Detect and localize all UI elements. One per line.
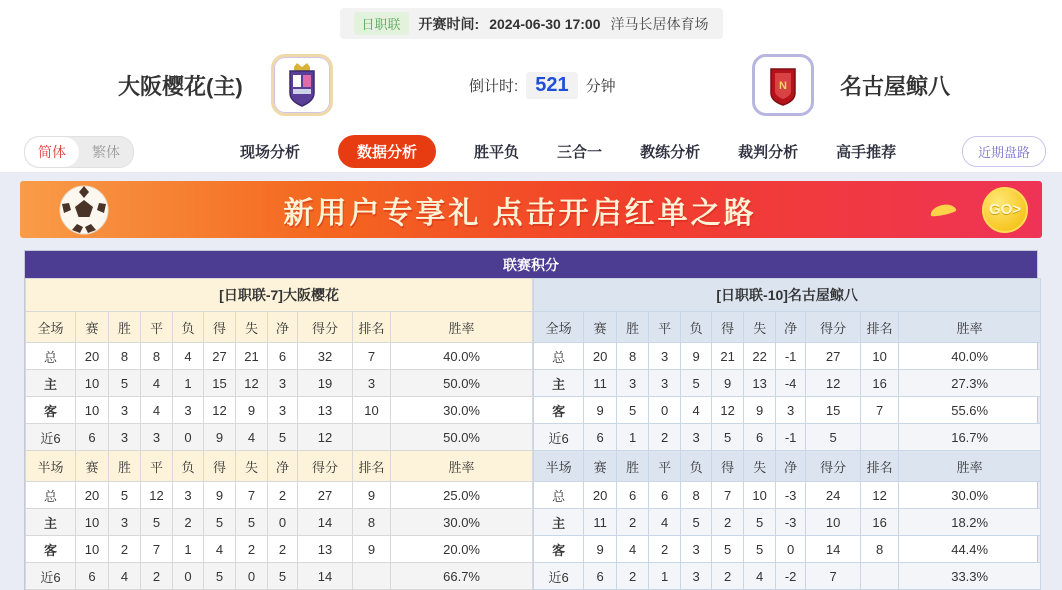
stat-cell: 6 xyxy=(268,343,298,370)
stat-cell: 7 xyxy=(861,397,899,424)
stat-cell: 3 xyxy=(681,424,712,451)
nav-tab-0[interactable]: 现场分析 xyxy=(240,144,301,161)
column-header: 净 xyxy=(776,451,806,482)
stat-cell: 4 xyxy=(141,397,173,424)
row-label: 客 xyxy=(26,397,76,424)
stat-cell: 9 xyxy=(744,397,776,424)
promo-banner[interactable] xyxy=(20,181,1042,238)
stat-cell: 7 xyxy=(141,536,173,563)
away-column-header-row xyxy=(534,451,1041,482)
lang-traditional-button[interactable]: 繁体 xyxy=(92,143,120,160)
stat-cell: 9 xyxy=(681,343,712,370)
stat-cell: 3 xyxy=(681,536,712,563)
language-toggle[interactable] xyxy=(24,136,134,168)
column-header: 赛 xyxy=(584,451,617,482)
stat-cell: 20 xyxy=(76,482,109,509)
stat-cell: 4 xyxy=(109,563,141,590)
stat-cell: 10 xyxy=(806,509,861,536)
stat-cell: 2 xyxy=(617,563,649,590)
stat-cell: 3 xyxy=(109,397,141,424)
table-title: 联赛积分 xyxy=(25,251,1037,278)
stat-cell: 21 xyxy=(236,343,268,370)
away-team-name: 名古屋鲸八 xyxy=(839,73,950,99)
stat-cell: 4 xyxy=(173,343,204,370)
stat-cell xyxy=(861,424,899,451)
stat-cell: 12 xyxy=(861,482,899,509)
stat-cell: 2 xyxy=(268,536,298,563)
away-stats-row-home xyxy=(534,509,1041,536)
stat-cell: 5 xyxy=(204,509,236,536)
stat-cell: 20 xyxy=(584,343,617,370)
stat-cell: 10 xyxy=(76,397,109,424)
stat-cell: 18.2% xyxy=(899,509,1041,536)
stat-cell: 20 xyxy=(76,343,109,370)
stat-cell: 6 xyxy=(76,563,109,590)
stat-cell: 9 xyxy=(204,482,236,509)
stat-cell: 2 xyxy=(712,563,744,590)
column-header: 得 xyxy=(712,312,744,343)
league-badge: 日职联 xyxy=(354,12,409,35)
column-header: 负 xyxy=(173,312,204,343)
stat-cell: 7 xyxy=(712,482,744,509)
home-column-header-row xyxy=(26,312,533,343)
stat-cell: 8 xyxy=(861,536,899,563)
stat-cell: 2 xyxy=(173,509,204,536)
home-stats-row-home xyxy=(26,509,533,536)
stat-cell xyxy=(353,563,391,590)
stat-cell: 22 xyxy=(744,343,776,370)
column-header: 负 xyxy=(173,451,204,482)
nav-tab-5[interactable]: 裁判分析 xyxy=(738,144,799,161)
column-header: 赛 xyxy=(584,312,617,343)
stat-cell: 27 xyxy=(806,343,861,370)
home-team-name: 大阪樱花(主) xyxy=(118,73,243,99)
away-table-title: [日职联-10]名古屋鲸八 xyxy=(534,279,1041,312)
stat-cell: 4 xyxy=(236,424,268,451)
stat-cell: 6 xyxy=(744,424,776,451)
match-info-bar xyxy=(0,0,1062,39)
column-header: 排名 xyxy=(353,451,391,482)
column-header: 胜率 xyxy=(391,312,533,343)
home-stats-row-recent xyxy=(26,424,533,451)
stat-cell: 0 xyxy=(173,563,204,590)
stat-cell: -3 xyxy=(776,509,806,536)
column-header: 胜 xyxy=(109,451,141,482)
stat-cell: 1 xyxy=(173,370,204,397)
stat-cell: 13 xyxy=(298,536,353,563)
stat-cell: 9 xyxy=(204,424,236,451)
svg-text:N: N xyxy=(779,80,787,92)
stat-cell: 8 xyxy=(109,343,141,370)
stat-cell: 27 xyxy=(298,482,353,509)
stat-cell: 14 xyxy=(298,563,353,590)
column-header: 胜率 xyxy=(391,451,533,482)
stat-cell: 32 xyxy=(298,343,353,370)
soccer-ball-icon xyxy=(58,184,110,236)
stat-cell: 4 xyxy=(649,509,681,536)
stat-cell: 3 xyxy=(268,370,298,397)
stat-cell: -1 xyxy=(776,424,806,451)
stat-cell: 0 xyxy=(649,397,681,424)
stat-cell: 27.3% xyxy=(899,370,1041,397)
row-label: 总 xyxy=(534,482,584,509)
stat-cell: 3 xyxy=(268,397,298,424)
stat-cell: 5 xyxy=(109,482,141,509)
nav-tab-4[interactable]: 教练分析 xyxy=(640,144,701,161)
column-header: 得 xyxy=(712,451,744,482)
stat-cell: 1 xyxy=(649,563,681,590)
home-stats-row-home xyxy=(26,370,533,397)
stat-cell: 4 xyxy=(617,536,649,563)
kickoff-time: 2024-06-30 17:00 xyxy=(489,15,601,32)
row-label: 主 xyxy=(26,509,76,536)
stat-cell: 2 xyxy=(141,563,173,590)
stat-cell: 0 xyxy=(776,536,806,563)
stat-cell: 6 xyxy=(76,424,109,451)
nav-tab-6[interactable]: 高手推荐 xyxy=(836,144,897,161)
column-header: 得分 xyxy=(806,312,861,343)
stat-cell: 1 xyxy=(617,424,649,451)
stat-cell: 30.0% xyxy=(899,482,1041,509)
team-header xyxy=(0,39,1062,131)
stat-cell: 3 xyxy=(776,397,806,424)
stat-cell: -4 xyxy=(776,370,806,397)
stat-cell: 13 xyxy=(744,370,776,397)
stat-cell: 24 xyxy=(806,482,861,509)
stat-cell: 2 xyxy=(268,482,298,509)
stat-cell: 9 xyxy=(584,536,617,563)
column-header: 得 xyxy=(204,312,236,343)
stat-cell: 3 xyxy=(141,424,173,451)
lang-simplified-button[interactable]: 简体 xyxy=(25,137,79,167)
stat-cell: 5 xyxy=(712,424,744,451)
stat-cell: 9 xyxy=(584,397,617,424)
stat-cell: 5 xyxy=(617,397,649,424)
stat-cell: 5 xyxy=(712,536,744,563)
column-header: 平 xyxy=(649,451,681,482)
column-header: 胜 xyxy=(617,312,649,343)
column-header: 胜 xyxy=(109,312,141,343)
stat-cell: 15 xyxy=(204,370,236,397)
stat-cell: 5 xyxy=(268,563,298,590)
column-header: 胜率 xyxy=(899,451,1041,482)
stat-cell: 3 xyxy=(649,370,681,397)
stat-cell: 16 xyxy=(861,370,899,397)
stat-cell: 30.0% xyxy=(391,509,533,536)
stat-cell: 6 xyxy=(649,482,681,509)
stat-cell: 4 xyxy=(141,370,173,397)
stat-cell: 4 xyxy=(204,536,236,563)
banner-swoosh-decoration xyxy=(929,202,957,217)
row-label: 总 xyxy=(534,343,584,370)
stat-cell: 3 xyxy=(109,509,141,536)
stat-cell: 19 xyxy=(298,370,353,397)
stat-cell: 5 xyxy=(681,370,712,397)
column-header: 排名 xyxy=(861,451,899,482)
row-label: 主 xyxy=(534,370,584,397)
stat-cell: 3 xyxy=(353,370,391,397)
match-info-inner xyxy=(340,8,723,39)
stat-cell: 5 xyxy=(204,563,236,590)
stat-cell: 12 xyxy=(298,424,353,451)
stat-cell: -1 xyxy=(776,343,806,370)
countdown-label: 倒计时: xyxy=(469,77,519,95)
away-stats-table xyxy=(533,278,1041,590)
stat-cell: 4 xyxy=(744,563,776,590)
stat-cell: 2 xyxy=(617,509,649,536)
stat-cell: 14 xyxy=(298,509,353,536)
stat-cell: 6 xyxy=(617,482,649,509)
column-header: 净 xyxy=(268,451,298,482)
row-label: 客 xyxy=(534,536,584,563)
row-label: 近6 xyxy=(534,563,584,590)
home-stats-row-total xyxy=(26,343,533,370)
stat-cell xyxy=(861,563,899,590)
stat-cell: 50.0% xyxy=(391,370,533,397)
stat-cell: 12 xyxy=(141,482,173,509)
stat-cell: 10 xyxy=(76,509,109,536)
venue-name: 洋马长居体育场 xyxy=(610,15,709,32)
stat-cell: 40.0% xyxy=(899,343,1041,370)
stat-cell: 40.0% xyxy=(391,343,533,370)
stat-cell: 12 xyxy=(204,397,236,424)
nav-tab-2[interactable]: 胜平负 xyxy=(474,144,520,161)
column-header: 全场 xyxy=(534,312,584,343)
stat-cell: 8 xyxy=(617,343,649,370)
stat-cell: 3 xyxy=(109,424,141,451)
stat-cell: 3 xyxy=(649,343,681,370)
row-label: 近6 xyxy=(534,424,584,451)
stat-cell: 3 xyxy=(681,563,712,590)
home-stats-row-away xyxy=(26,397,533,424)
column-header: 平 xyxy=(649,312,681,343)
stat-cell: 10 xyxy=(76,370,109,397)
stat-cell: 20.0% xyxy=(391,536,533,563)
stat-cell: 11 xyxy=(584,370,617,397)
countdown xyxy=(333,72,752,99)
column-header: 净 xyxy=(776,312,806,343)
stat-cell: 5 xyxy=(744,536,776,563)
column-header: 全场 xyxy=(26,312,76,343)
away-stats-row-home xyxy=(534,370,1041,397)
stat-cell: 9 xyxy=(353,482,391,509)
stat-cell: -3 xyxy=(776,482,806,509)
away-stats-row-away xyxy=(534,536,1041,563)
stat-cell: 12 xyxy=(806,370,861,397)
column-header: 失 xyxy=(744,451,776,482)
away-stats-row-recent xyxy=(534,424,1041,451)
stat-cell: 8 xyxy=(353,509,391,536)
stat-cell: 8 xyxy=(681,482,712,509)
home-stats-row-away xyxy=(26,536,533,563)
stat-cell: 3 xyxy=(173,397,204,424)
stat-cell: 2 xyxy=(649,536,681,563)
column-header: 负 xyxy=(681,451,712,482)
stat-cell: 12 xyxy=(236,370,268,397)
row-label: 客 xyxy=(26,536,76,563)
column-header: 半场 xyxy=(26,451,76,482)
row-label: 主 xyxy=(26,370,76,397)
stat-cell: 5 xyxy=(744,509,776,536)
row-label: 近6 xyxy=(26,424,76,451)
home-stats-row-total xyxy=(26,482,533,509)
stat-cell: 9 xyxy=(353,536,391,563)
countdown-unit: 分钟 xyxy=(585,77,616,95)
stat-cell: 0 xyxy=(268,509,298,536)
stat-cell: 44.4% xyxy=(899,536,1041,563)
stat-cell: 16.7% xyxy=(899,424,1041,451)
stat-cell: 5 xyxy=(268,424,298,451)
column-header: 排名 xyxy=(353,312,391,343)
column-header: 负 xyxy=(681,312,712,343)
recent-odds-button[interactable]: 近期盘路 xyxy=(962,136,1046,167)
home-table-header xyxy=(26,279,533,312)
column-header: 赛 xyxy=(76,451,109,482)
nav-tab-1[interactable]: 数据分析 xyxy=(338,135,436,168)
column-header: 半场 xyxy=(534,451,584,482)
stat-cell: 5 xyxy=(681,509,712,536)
column-header: 失 xyxy=(236,451,268,482)
stat-cell: 0 xyxy=(173,424,204,451)
away-column-header-row xyxy=(534,312,1041,343)
nav-bar xyxy=(0,131,1062,173)
stat-cell xyxy=(353,424,391,451)
promo-banner-text: 新用户专享礼 点击开启红单之路 xyxy=(283,196,757,230)
stat-cell: 4 xyxy=(681,397,712,424)
stat-cell: 7 xyxy=(806,563,861,590)
stat-cell: 2 xyxy=(712,509,744,536)
countdown-value: 521 xyxy=(526,72,577,99)
stat-cell: 66.7% xyxy=(391,563,533,590)
stat-cell: 30.0% xyxy=(391,397,533,424)
stat-cell: 21 xyxy=(712,343,744,370)
away-team-logo-icon xyxy=(752,54,814,116)
stat-cell: 9 xyxy=(712,370,744,397)
column-header: 失 xyxy=(744,312,776,343)
column-header: 排名 xyxy=(861,312,899,343)
stat-cell: 33.3% xyxy=(899,563,1041,590)
stat-cell: 10 xyxy=(861,343,899,370)
column-header: 胜率 xyxy=(899,312,1041,343)
away-stats-row-total xyxy=(534,482,1041,509)
stat-cell: 13 xyxy=(298,397,353,424)
stat-cell: 10 xyxy=(744,482,776,509)
row-label: 近6 xyxy=(26,563,76,590)
table-halves xyxy=(25,278,1037,590)
kickoff-label: 开赛时间: xyxy=(418,15,480,32)
stat-cell: 20 xyxy=(584,482,617,509)
stat-cell: 50.0% xyxy=(391,424,533,451)
away-stats-row-recent xyxy=(534,563,1041,590)
stat-cell: 9 xyxy=(236,397,268,424)
away-stats-row-total xyxy=(534,343,1041,370)
row-label: 总 xyxy=(26,343,76,370)
stat-cell: 15 xyxy=(806,397,861,424)
column-header: 得分 xyxy=(806,451,861,482)
stat-cell: 7 xyxy=(353,343,391,370)
column-header: 得分 xyxy=(298,451,353,482)
row-label: 主 xyxy=(534,509,584,536)
column-header: 胜 xyxy=(617,451,649,482)
home-team-logo-icon xyxy=(271,54,333,116)
column-header: 得 xyxy=(204,451,236,482)
stat-cell: 2 xyxy=(236,536,268,563)
nav-tab-3[interactable]: 三合一 xyxy=(557,144,603,161)
stat-cell: 5 xyxy=(109,370,141,397)
stat-cell: 3 xyxy=(617,370,649,397)
stat-cell: 5 xyxy=(236,509,268,536)
home-stats-row-recent xyxy=(26,563,533,590)
column-header: 得分 xyxy=(298,312,353,343)
stat-cell: 6 xyxy=(584,563,617,590)
column-header: 平 xyxy=(141,451,173,482)
stat-cell: 10 xyxy=(353,397,391,424)
row-label: 总 xyxy=(26,482,76,509)
stat-cell: 7 xyxy=(236,482,268,509)
stat-cell: 25.0% xyxy=(391,482,533,509)
away-table-header xyxy=(534,279,1041,312)
home-table-title: [日职联-7]大阪樱花 xyxy=(26,279,533,312)
home-column-header-row xyxy=(26,451,533,482)
stat-cell: 27 xyxy=(204,343,236,370)
stat-cell: 10 xyxy=(76,536,109,563)
stat-cell: 5 xyxy=(806,424,861,451)
stat-cell: 11 xyxy=(584,509,617,536)
go-button[interactable]: GO> xyxy=(982,187,1028,233)
home-stats-table xyxy=(25,278,533,590)
row-label: 客 xyxy=(534,397,584,424)
league-points-table xyxy=(24,250,1038,590)
stat-cell: 16 xyxy=(861,509,899,536)
stat-cell: 8 xyxy=(141,343,173,370)
nav-tabs xyxy=(240,135,896,168)
column-header: 净 xyxy=(268,312,298,343)
column-header: 赛 xyxy=(76,312,109,343)
stat-cell: 12 xyxy=(712,397,744,424)
column-header: 失 xyxy=(236,312,268,343)
stat-cell: -2 xyxy=(776,563,806,590)
away-stats-row-away xyxy=(534,397,1041,424)
stat-cell: 14 xyxy=(806,536,861,563)
stat-cell: 0 xyxy=(236,563,268,590)
stat-cell: 1 xyxy=(173,536,204,563)
stat-cell: 5 xyxy=(141,509,173,536)
stat-cell: 2 xyxy=(649,424,681,451)
stat-cell: 6 xyxy=(584,424,617,451)
stat-cell: 2 xyxy=(109,536,141,563)
content-area xyxy=(0,173,1062,590)
column-header: 平 xyxy=(141,312,173,343)
stat-cell: 3 xyxy=(173,482,204,509)
stat-cell: 55.6% xyxy=(899,397,1041,424)
